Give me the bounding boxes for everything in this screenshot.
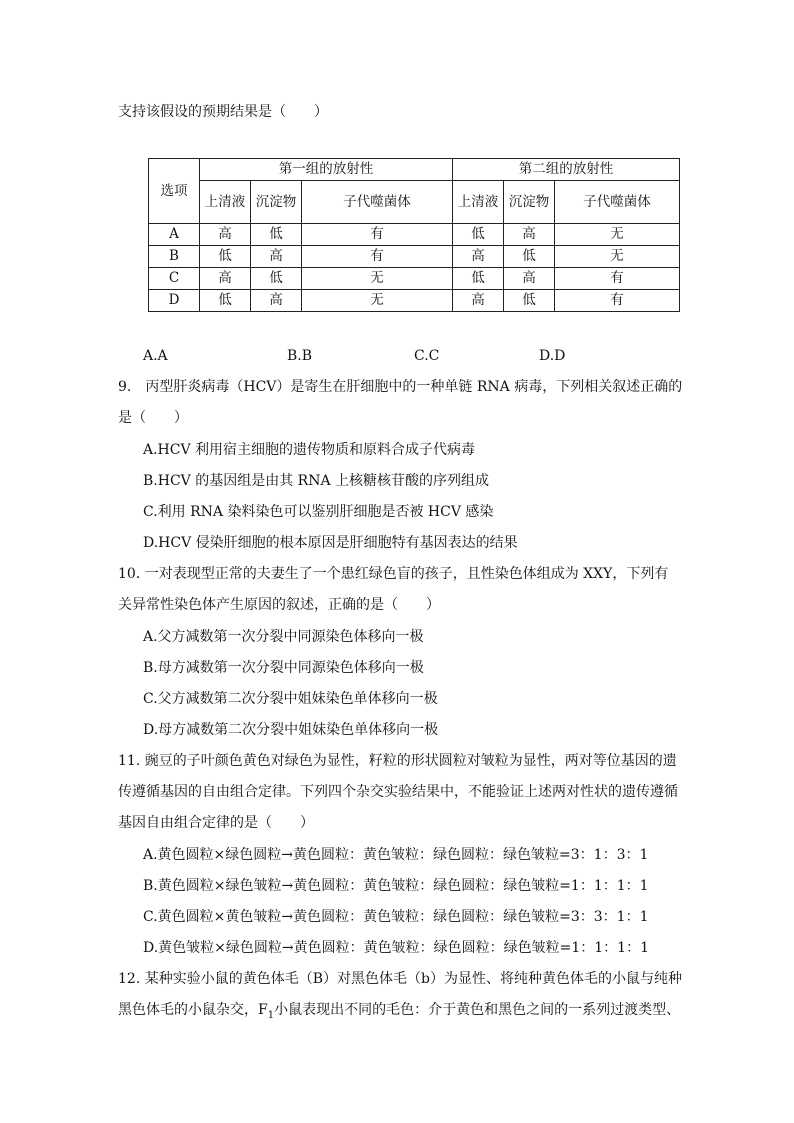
table-cell: 无: [302, 290, 453, 312]
table-cell: 低: [200, 246, 251, 268]
q10-stem-line1: 10. 一对表现型正常的夫妻生了一个患红绿色盲的孩子，且性染色体组成为 XXY，下列有: [118, 566, 669, 582]
table-cell: 高: [504, 268, 555, 290]
table-cell: 无: [555, 224, 680, 246]
table-cell: 无: [555, 246, 680, 268]
q9-option-d: D.HCV 侵染肝细胞的根本原因是肝细胞特有基因表达的结果: [143, 535, 518, 551]
subheader-cell: 子代噬菌体: [302, 181, 453, 224]
table-cell: 高: [251, 290, 302, 312]
q11-option-c: C.黄色圆粒×黄色皱粒→黄色圆粒：黄色皱粒：绿色圆粒：绿色皱粒=3：3：1：1: [143, 909, 649, 925]
q12-stem-line2: [118, 1000, 680, 1026]
table-cell: 低: [200, 290, 251, 312]
table-cell: 高: [200, 224, 251, 246]
q9-stem-line1: 9. 丙型肝炎病毒（HCV）是寄生在肝细胞中的一种单链 RNA 病毒，下列相关叙述正确的: [118, 379, 683, 395]
q9-option-a: A.HCV 利用宿主细胞的遗传物质和原料合成子代病毒: [143, 442, 476, 458]
q11-option-d: D.黄色皱粒×绿色圆粒→黄色圆粒：黄色皱粒：绿色圆粒：绿色皱粒=1：1：1：1: [143, 940, 649, 956]
q12-stem-line1: 12. 某种实验小鼠的黄色体毛（B）对黑色体毛（b）为显性、将纯种黄色体毛的小鼠与纯种: [118, 971, 682, 987]
table-cell: 有: [302, 224, 453, 246]
q12-stem-part-a: 黑色体毛的小鼠杂交，F: [118, 1002, 268, 1018]
q8-option-b: B.B: [287, 348, 313, 364]
q10-option-a: A.父方减数第一次分裂中同源染色体移向一极: [143, 629, 424, 645]
table-cell: 高: [251, 246, 302, 268]
q11-option-a: A.黄色圆粒×绿色圆粒→黄色圆粒：黄色皱粒：绿色圆粒：绿色皱粒=3：1：3：1: [143, 847, 649, 863]
q11-option-b: B.黄色圆粒×绿色皱粒→黄色圆粒：黄色皱粒：绿色圆粒：绿色皱粒=1：1：1：1: [143, 878, 649, 894]
table-row: [149, 246, 680, 268]
header-group1: 第一组的放射性: [200, 159, 453, 181]
header-option: 选项: [149, 159, 200, 224]
q11-stem-line3: 基因自由组合定律的是（ ）: [118, 815, 314, 831]
subheader-cell: 上清液: [200, 181, 251, 224]
q10-option-b: B.母方减数第一次分裂中同源染色体移向一极: [143, 660, 424, 676]
q10-option-c: C.父方减数第二次分裂中姐妹染色单体移向一极: [143, 691, 438, 707]
table-cell: 高: [453, 290, 504, 312]
q9-stem-line2: 是（ ）: [118, 410, 188, 426]
table-cell: 有: [555, 268, 680, 290]
subheader-cell: 沉淀物: [504, 181, 555, 224]
table-cell: 低: [453, 224, 504, 246]
table-cell: C: [149, 268, 200, 290]
table-cell: 低: [453, 268, 504, 290]
table-cell: 有: [555, 290, 680, 312]
table-cell: 高: [504, 224, 555, 246]
table-cell: 有: [302, 246, 453, 268]
table-row: [149, 224, 680, 246]
header-group2: 第二组的放射性: [453, 159, 680, 181]
q8-option-c: C.C: [414, 348, 440, 364]
intro-text: 支持该假设的预期结果是（ ）: [118, 104, 328, 120]
table-cell: B: [149, 246, 200, 268]
subheader-cell: 上清液: [453, 181, 504, 224]
q9-option-c: C.利用 RNA 染料染色可以鉴别肝细胞是否被 HCV 感染: [143, 504, 494, 520]
table-cell: 低: [504, 246, 555, 268]
q10-option-d: D.母方减数第二次分裂中姐妹染色单体移向一极: [143, 722, 439, 738]
q9-option-b: B.HCV 的基因组是由其 RNA 上核糖核苷酸的序列组成: [143, 473, 490, 489]
q8-option-d: D.D: [539, 348, 566, 364]
subscript-one: 1: [267, 1009, 275, 1021]
subheader-cell: 沉淀物: [251, 181, 302, 224]
table-cell: 低: [251, 268, 302, 290]
table-cell: 低: [504, 290, 555, 312]
table-row: [149, 268, 680, 290]
table-cell: D: [149, 290, 200, 312]
table-cell: 低: [251, 224, 302, 246]
table-cell: A: [149, 224, 200, 246]
table-cell: 高: [200, 268, 251, 290]
subheader-cell: 子代噬菌体: [555, 181, 680, 224]
q12-stem-part-b: 小鼠表现出不同的毛色：介于黄色和黑色之间的一系列过渡类型、: [274, 1002, 681, 1018]
table-row: [149, 290, 680, 312]
q11-stem-line1: 11. 豌豆的子叶颜色黄色对绿色为显性，籽粒的形状圆粒对皱粒为显性，两对等位基因的遗: [118, 753, 677, 769]
q10-stem-line2: 关异常性染色体产生原因的叙述，正确的是（ ）: [118, 597, 440, 613]
table-cell: 高: [453, 246, 504, 268]
table-cell: 无: [302, 268, 453, 290]
q11-stem-line2: 传遵循基因的自由组合定律。下列四个杂交实验结果中，不能验证上述两对性状的遗传遵循: [118, 784, 678, 800]
q8-option-a: A.A: [143, 348, 168, 364]
results-table: [148, 158, 680, 312]
